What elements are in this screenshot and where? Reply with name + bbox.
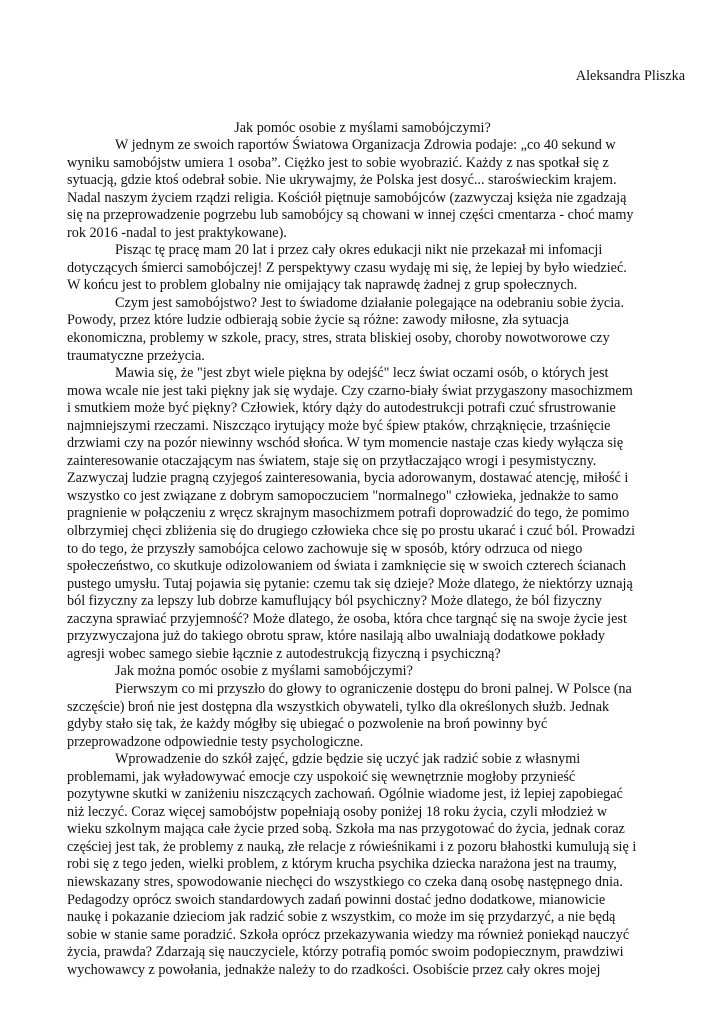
text-line: Pierwszym co mi przyszło do głowy to ograniczenie dostępu do broni palnej. W Polsce (na <box>115 680 632 697</box>
text-line: Pedagodzy oprócz swoich standardowych zadań powinni dostać jedno dodatkowe, mianowicie <box>67 891 606 908</box>
author-name: Aleksandra Pliszka <box>575 68 685 84</box>
text-line: ekonomiczna, problemy w szkole, pracy, stres, strata bliskiej osoby, choroby nowotworowe czy <box>67 330 610 347</box>
text-line: olbrzymiej chęci zbliżenia się do drugiego człowieka chce się po prostu ukarać i czuć ból. Prowadzi <box>67 523 636 540</box>
text-line: ból fizyczny za lepszy lub dobrze kamuflujący ból psychiczny? Może dlatego, że ból fizyczny <box>67 593 602 610</box>
text-line: przyzwyczajona już do takiego obrotu spraw, które nasilają albo uwalniają dodatkowe pokłady <box>67 628 606 645</box>
text-line: wszystko co jest związane z dobrym samopoczuciem "normalnego" człowieka, jednakże to samo <box>67 487 619 504</box>
text-line: Mawia się, że "jest zbyt wiele piękna by odejść" lecz świat oczami osób, o których jest <box>115 365 609 382</box>
text-line: Nadal naszym życiem rządzi religia. Kościół piętnuje samobójców (zazwyczaj księża nie zgadzają <box>67 189 627 206</box>
text-line: mowa wcale nie jest taki piękny jak się wydaje. Czy czarno-biały świat przygaszony masochizmem <box>67 382 633 399</box>
text-line: to do tego, że przyszły samobójca celowo zachowuje się w sposób, który odrzuca od niego <box>67 540 583 557</box>
text-line: życia, prawda? Zdarzają się nauczyciele, którzy potrafią pomóc swoim podopiecznym, prawdziwi <box>67 944 624 961</box>
text-line: wieku szkolnym mająca całe życie przed sobą. Szkoła ma nas przygotować do życia, jednak coraz <box>67 821 625 838</box>
text-line: robi się z tego jeden, wielki problem, z którym krucha psychika dziecka narażona jest na traumy, <box>67 856 617 873</box>
text-line: Czym jest samobójstwo? Jest to świadome działanie polegające na odebraniu sobie życia. <box>115 294 625 311</box>
text-line: przeprowadzone odpowiednie testy psychologiczne. <box>67 733 364 750</box>
text-line: problemami, jak wyładowywać emocje czy uspokoić się wewnętrznie mogłoby przynieść <box>67 768 576 785</box>
text-line: społeczeństwo, co skutkuje odizolowaniem od świata i zamknięcie się w swoich czterech ścianach <box>67 558 627 575</box>
text-line: Zazwyczaj ludzie pragną czyjegoś zainteresowania, bycia adorowanym, dostawać atencję, miłość i <box>67 470 629 487</box>
text-line: się na przeprowadzenie pogrzebu lub samobójcy są chowani w innej części cmentarza - choć mamy <box>67 207 634 224</box>
text-line: częściej jest tak, że problemy z nauką, złe relacje z rówieśnikami i z pozoru błahostki kumulują się i <box>67 838 637 855</box>
text-line: sobie w stanie same poradzić. Szkoła oprócz przekazywania wiedzy ma również poniekąd nauczyć <box>67 926 630 943</box>
text-line: W końcu jest to problem globalny nie omijający tak naprawdę żadnej z grup społecznych. <box>67 277 578 294</box>
text-line: Wprowadzenie do szkół zajęć, gdzie będzie się uczyć jak radzić sobie z własnymi <box>115 751 581 768</box>
text-line: wychowawcy z powołania, jednakże należy to do rzadkości. Osobiście przez cały okres mojej <box>67 961 601 978</box>
text-line: pustego umysłu. Tutaj pojawia się pytanie: czemu tak się dzieje? Może dlatego, że niektórzy uznają <box>67 575 633 592</box>
text-line: zainteresowanie otaczającym nas światem, staje się on przytłaczająco wrogi i pesymistyczny. <box>67 452 597 469</box>
text-line: rok 2016 -nadal to jest praktykowane). <box>67 224 287 241</box>
text-line: gdyby stało się tak, że każdy mógłby się ubiegać o pozwolenie na broń powinny być <box>67 716 548 733</box>
text-line: i smutkiem może być piękny? Człowiek, który dąży do autodestrukcji potrafi czuć sfrustrowanie <box>67 400 616 417</box>
text-line: traumatyczne przeżycia. <box>67 347 205 364</box>
text-line: agresji wobec samego siebie łącznie z autodestrukcją fizyczną i psychiczną? <box>67 645 501 662</box>
document-body <box>67 137 667 979</box>
text-line: niż leczyć. Coraz więcej samobójstw popełniają osoby poniżej 18 roku życia, czyli młodzież w <box>67 803 608 820</box>
text-line: niewskazany stres, spowodowanie niechęci do wszystkiego co czeka daną osobę następnego dnia. <box>67 873 623 890</box>
text-line: zaczyna sprawiać przyjemność? Może dlatego, że osoba, która chce targnąć się na swoje życie jest <box>67 610 627 627</box>
text-line: Pisząc tę pracę mam 20 lat i przez cały okres edukacji nikt nie przekazał mi infomacji <box>115 242 603 259</box>
text-line: najmniejszymi rzeczami. Niszcząco irytujący może być śpiew ptaków, chrząknięcie, trzaśnięcie <box>67 417 611 434</box>
text-line: W jednym ze swoich raportów Światowa Organizacja Zdrowia podaje: „co 40 sekund w <box>115 137 616 153</box>
text-line: sytuacją, gdzie ktoś odebrał sobie. Nie ukrywajmy, że Polska jest dosyć... staroświeckim krajem. <box>67 172 617 189</box>
text-line: pozytywne skutki w zaniżeniu niszczących zachowań. Ogólnie wiadome jest, iż lepiej zapobiegać <box>67 786 623 803</box>
text-line: wyniku samobójstw umiera 1 osoba”. Ciężko jest to sobie wyobrazić. Każdy z nas spotkał się z <box>67 154 609 171</box>
text-line: szczęście) broń nie jest dostępna dla wszystkich obywateli, tylko dla określonych służb. Jednak <box>67 698 610 715</box>
text-line: naukę i pokazanie dzieciom jak radzić sobie z wszystkim, co może im się przydarzyć, a nie będą <box>67 909 616 926</box>
document-title: Jak pomóc osobie z myślami samobójczymi? <box>234 120 491 136</box>
text-line: Powody, przez które ludzie odbierają sobie życie są różne: zawody miłosne, zła sytuacja <box>67 312 569 329</box>
text-line: pragnienie w połączeniu z wręcz skrajnym masochizmem potrafi doprowadzić do tego, że pomimo <box>67 505 630 522</box>
text-line: Jak można pomóc osobie z myślami samobójczymi? <box>115 663 413 680</box>
text-line: drzwiami czy na pozór niewinny wschód słońca. W tym momencie nastaje czas kiedy wyłącza się <box>67 435 624 452</box>
text-line: dotyczących śmierci samobójczej! Z perspektywy czasu wydaję mi się, że lepiej by było wiedzieć. <box>67 259 627 276</box>
